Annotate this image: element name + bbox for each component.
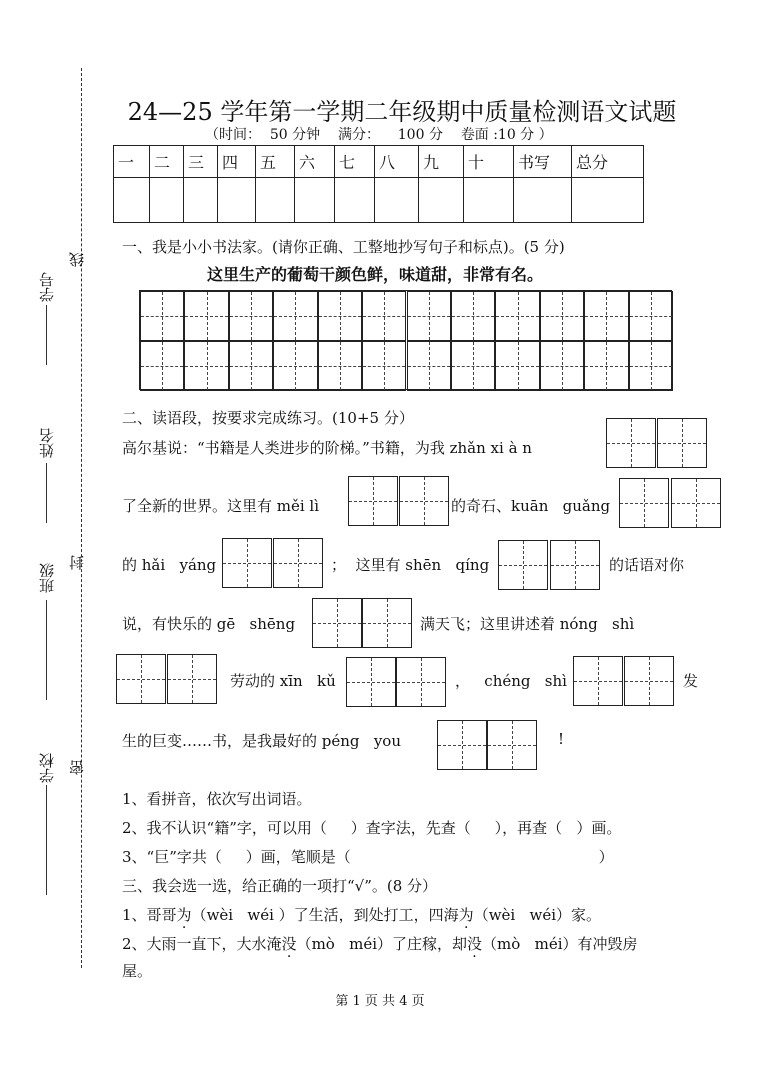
page-footer: 第 1 页 共 4 页 bbox=[335, 994, 425, 1009]
answer-box[interactable] bbox=[498, 540, 548, 590]
school-field[interactable] bbox=[46, 785, 47, 895]
passage-line-6a: 生的巨变……书，是我最好的 péng you bbox=[122, 732, 401, 750]
answer-box[interactable] bbox=[273, 538, 323, 588]
score-header-cell: 四 bbox=[218, 146, 256, 178]
score-input-cell[interactable] bbox=[256, 178, 295, 223]
passage-line-5a: 劳动的 xīn kǔ bbox=[230, 672, 336, 690]
passage-line-5b: ， chéng shì bbox=[455, 672, 567, 690]
question-3-2: 2、大雨一直下，大水淹没（mò méi）了庄稼，却没（mò méi）有冲毁房 bbox=[122, 935, 638, 953]
score-header-cell: 十 bbox=[464, 146, 514, 178]
name-field[interactable] bbox=[46, 463, 47, 523]
question-3-2-tail: 屋。 bbox=[122, 962, 153, 980]
grid-cell[interactable] bbox=[495, 291, 539, 341]
score-header-cell: 总分 bbox=[572, 146, 644, 178]
answer-box[interactable] bbox=[167, 654, 217, 704]
page-title: 24—25 学年第一学期二年级期中质量检测语文试题 bbox=[127, 98, 677, 126]
grid-cell[interactable] bbox=[362, 291, 406, 341]
score-input-cell[interactable] bbox=[218, 178, 256, 223]
passage-line-4b: 满天飞；这里讲述着 nóng shì bbox=[420, 615, 635, 633]
grid-cell[interactable] bbox=[451, 341, 495, 391]
section1-heading: 一、我是小小书法家。(请你正确、工整地抄写句子和标点)。(5 分) bbox=[122, 238, 565, 256]
name-label: 姓名 bbox=[38, 428, 56, 458]
score-input-cell[interactable] bbox=[335, 178, 375, 223]
score-input-cell[interactable] bbox=[295, 178, 335, 223]
grid-cell[interactable] bbox=[629, 341, 673, 391]
copy-grid[interactable] bbox=[139, 290, 672, 390]
section1-sentence: 这里生产的葡萄干颜色鲜，味道甜，非常有名。 bbox=[207, 265, 544, 284]
score-header-cell: 六 bbox=[295, 146, 335, 178]
grid-cell[interactable] bbox=[184, 341, 228, 391]
answer-box[interactable] bbox=[437, 720, 487, 770]
school-label: 学校 bbox=[38, 753, 56, 783]
passage-line-6b: ! bbox=[558, 730, 565, 748]
grid-cell[interactable] bbox=[584, 341, 628, 391]
answer-box[interactable] bbox=[312, 598, 362, 648]
grid-cell[interactable] bbox=[407, 291, 451, 341]
dotted-char: 没 bbox=[467, 935, 483, 953]
question-2-3: 3、“巨”字共（ ）画，笔顺是（ ） bbox=[122, 848, 614, 866]
score-input-cell[interactable] bbox=[514, 178, 572, 223]
dotted-char: 没 bbox=[281, 935, 297, 953]
answer-box[interactable] bbox=[396, 657, 446, 707]
grid-cell[interactable] bbox=[229, 291, 273, 341]
xian-label: 线 bbox=[68, 252, 86, 267]
score-input-cell[interactable] bbox=[464, 178, 514, 223]
score-header-cell: 二 bbox=[150, 146, 184, 178]
score-input-cell[interactable] bbox=[114, 178, 150, 223]
grid-cell[interactable] bbox=[629, 291, 673, 341]
grid-cell[interactable] bbox=[495, 341, 539, 391]
answer-box[interactable] bbox=[362, 598, 412, 648]
class-label: 班级 bbox=[38, 563, 56, 593]
grid-cell[interactable] bbox=[140, 291, 184, 341]
grid-cell[interactable] bbox=[184, 291, 228, 341]
score-header-cell: 一 bbox=[114, 146, 150, 178]
exam-info: （时间： 50 分钟 满分： 100 分 卷面 :10 分 ） bbox=[205, 127, 553, 143]
score-input-cell[interactable] bbox=[572, 178, 644, 223]
answer-box[interactable] bbox=[346, 657, 396, 707]
answer-box[interactable] bbox=[671, 478, 721, 528]
score-header-cell: 七 bbox=[335, 146, 375, 178]
grid-cell[interactable] bbox=[318, 341, 362, 391]
passage-line-1: 高尔基说：“书籍是人类进步的阶梯。”书籍，为我 zhǎn xi à n bbox=[122, 439, 532, 457]
answer-box[interactable] bbox=[116, 654, 166, 704]
grid-cell[interactable] bbox=[407, 341, 451, 391]
grid-cell[interactable] bbox=[451, 291, 495, 341]
score-header-cell: 书写 bbox=[514, 146, 572, 178]
answer-box[interactable] bbox=[624, 656, 674, 706]
passage-line-2a: 了全新的世界。这里有 měi lì bbox=[122, 497, 320, 515]
passage-line-3c: 的话语对你 bbox=[609, 556, 685, 574]
question-2-1: 1、看拼音，依次写出词语。 bbox=[122, 790, 312, 808]
question-3-1: 1、哥哥为（wèi wéi ）了生活，到处打工，四海为（wèi wéi）家。 bbox=[122, 906, 602, 924]
class-field[interactable] bbox=[46, 600, 47, 700]
score-header-cell: 五 bbox=[256, 146, 295, 178]
passage-line-5c: 发 bbox=[683, 672, 699, 690]
grid-cell[interactable] bbox=[273, 291, 317, 341]
passage-line-3b: ； 这里有 shēn qíng bbox=[331, 556, 490, 574]
score-input-cell[interactable] bbox=[184, 178, 218, 223]
score-header-cell: 九 bbox=[419, 146, 464, 178]
score-header-cell: 三 bbox=[184, 146, 218, 178]
passage-line-3a: 的 hǎi yáng bbox=[122, 556, 217, 574]
student-id-label: 学号 bbox=[38, 272, 56, 302]
student-id-field[interactable] bbox=[46, 305, 47, 365]
answer-box[interactable] bbox=[348, 476, 398, 526]
section2-heading: 二、读语段，按要求完成练习。(10+5 分） bbox=[122, 409, 414, 427]
answer-box[interactable] bbox=[222, 538, 272, 588]
question-2-2: 2、我不认识“籍”字，可以用（ ）查字法，先查（ ），再查（ ）画。 bbox=[122, 819, 622, 837]
dotted-char: 为 bbox=[458, 906, 474, 924]
feng-label: 封 bbox=[68, 555, 86, 570]
grid-cell[interactable] bbox=[584, 291, 628, 341]
grid-cell[interactable] bbox=[540, 341, 584, 391]
score-input-cell[interactable] bbox=[419, 178, 464, 223]
score-table bbox=[113, 145, 644, 223]
grid-cell[interactable] bbox=[318, 291, 362, 341]
answer-box[interactable] bbox=[399, 476, 449, 526]
answer-box[interactable] bbox=[606, 418, 656, 468]
dotted-char: 为 bbox=[176, 906, 192, 924]
passage-line-4a: 说，有快乐的 gē shēng bbox=[122, 615, 296, 633]
answer-box[interactable] bbox=[487, 720, 537, 770]
answer-box[interactable] bbox=[619, 478, 669, 528]
score-input-cell[interactable] bbox=[375, 178, 419, 223]
grid-cell[interactable] bbox=[273, 341, 317, 391]
grid-cell[interactable] bbox=[229, 341, 273, 391]
answer-box[interactable] bbox=[573, 656, 623, 706]
score-header-cell: 八 bbox=[375, 146, 419, 178]
grid-cell[interactable] bbox=[540, 291, 584, 341]
binding-dashed-line bbox=[81, 68, 82, 968]
section3-heading: 三、我会选一选，给正确的一项打“√”。(8 分） bbox=[122, 877, 438, 895]
grid-cell[interactable] bbox=[362, 341, 406, 391]
answer-box[interactable] bbox=[550, 540, 600, 590]
answer-box[interactable] bbox=[657, 418, 707, 468]
mi-label: 密 bbox=[68, 760, 86, 775]
passage-line-2b: 的奇石、kuān guǎng bbox=[451, 497, 611, 515]
grid-cell[interactable] bbox=[140, 341, 184, 391]
score-input-cell[interactable] bbox=[150, 178, 184, 223]
